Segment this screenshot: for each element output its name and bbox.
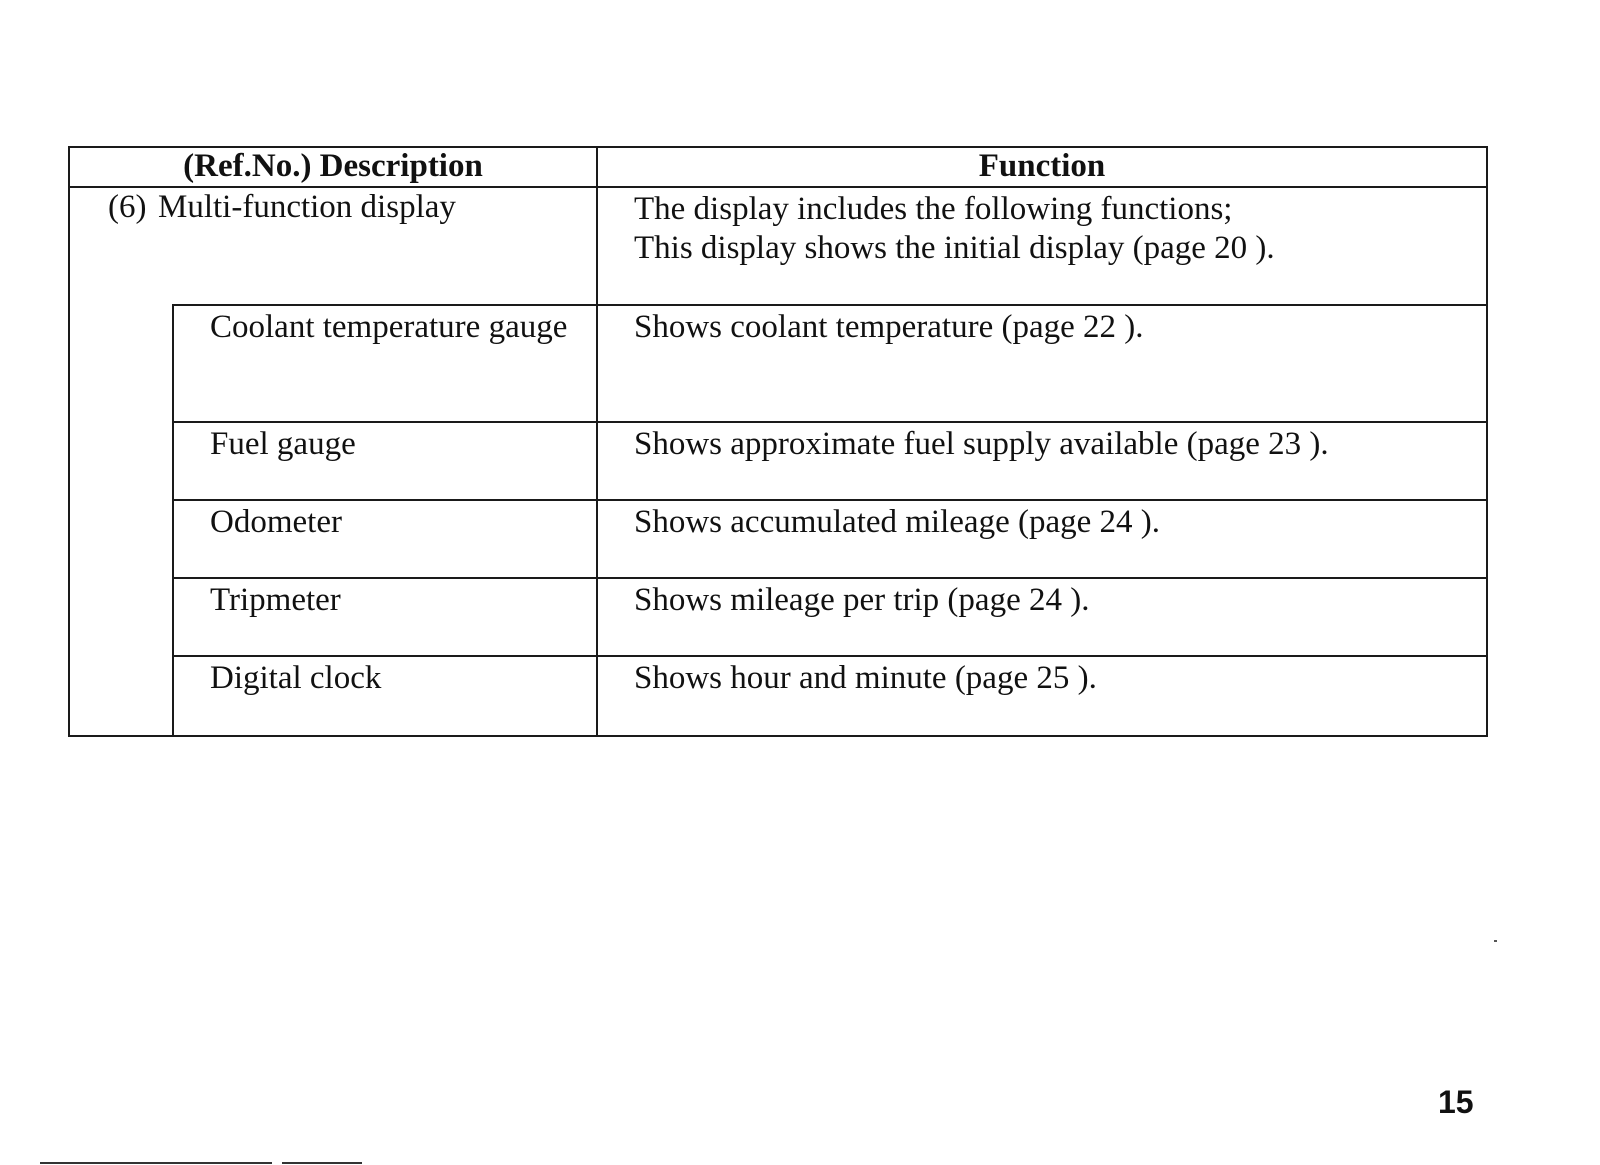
header-function: Function [597, 147, 1487, 187]
main-item-function-line-1: The display includes the following functions; [634, 191, 1233, 227]
sub-item-function-cell [597, 578, 1487, 656]
table-row [69, 500, 1487, 578]
table-header-row [69, 147, 1487, 187]
ref-number: (6) [108, 189, 147, 225]
sub-item-description: Odometer [210, 504, 342, 540]
sub-item-function: Shows hour and minute (page 25 ). [634, 660, 1097, 696]
sub-item-function-cell [597, 656, 1487, 736]
page-number: 15 [1438, 1084, 1474, 1120]
scan-speck [1494, 940, 1497, 942]
ref-spacer-cell [69, 305, 173, 736]
header-description: (Ref.No.) Description [69, 147, 597, 187]
sub-item-description-cell [173, 422, 597, 500]
instrument-function-table [68, 146, 1488, 737]
table-row [69, 656, 1487, 736]
main-item-description: Multi-function display [158, 189, 456, 225]
sub-item-function: Shows accumulated mileage (page 24 ). [634, 504, 1160, 540]
sub-item-function-cell [597, 422, 1487, 500]
sub-item-description-cell [173, 578, 597, 656]
sub-item-description-cell [173, 500, 597, 578]
table-row-main [69, 187, 1487, 305]
table-row [69, 305, 1487, 422]
sub-item-description-cell [173, 305, 597, 422]
table-row [69, 578, 1487, 656]
footer-rule-left [40, 1162, 272, 1164]
sub-item-function-cell [597, 500, 1487, 578]
main-item-function-line-2: This display shows the initial display (page 20 ). [634, 230, 1275, 266]
sub-item-description: Fuel gauge [210, 426, 356, 462]
sub-item-function: Shows mileage per trip (page 24 ). [634, 582, 1090, 618]
sub-item-function: Shows approximate fuel supply available (page 23 ). [634, 426, 1329, 462]
main-item-description-cell [69, 187, 597, 305]
footer-rule-right [282, 1162, 362, 1164]
sub-item-description: Digital clock [210, 660, 382, 696]
sub-item-function-cell [597, 305, 1487, 422]
sub-item-description: Tripmeter [210, 582, 341, 618]
table-row [69, 422, 1487, 500]
main-item-function-cell [597, 187, 1487, 305]
sub-item-description: Coolant temperature gauge [210, 309, 568, 345]
sub-item-description-cell [173, 656, 597, 736]
sub-item-function: Shows coolant temperature (page 22 ). [634, 309, 1144, 345]
